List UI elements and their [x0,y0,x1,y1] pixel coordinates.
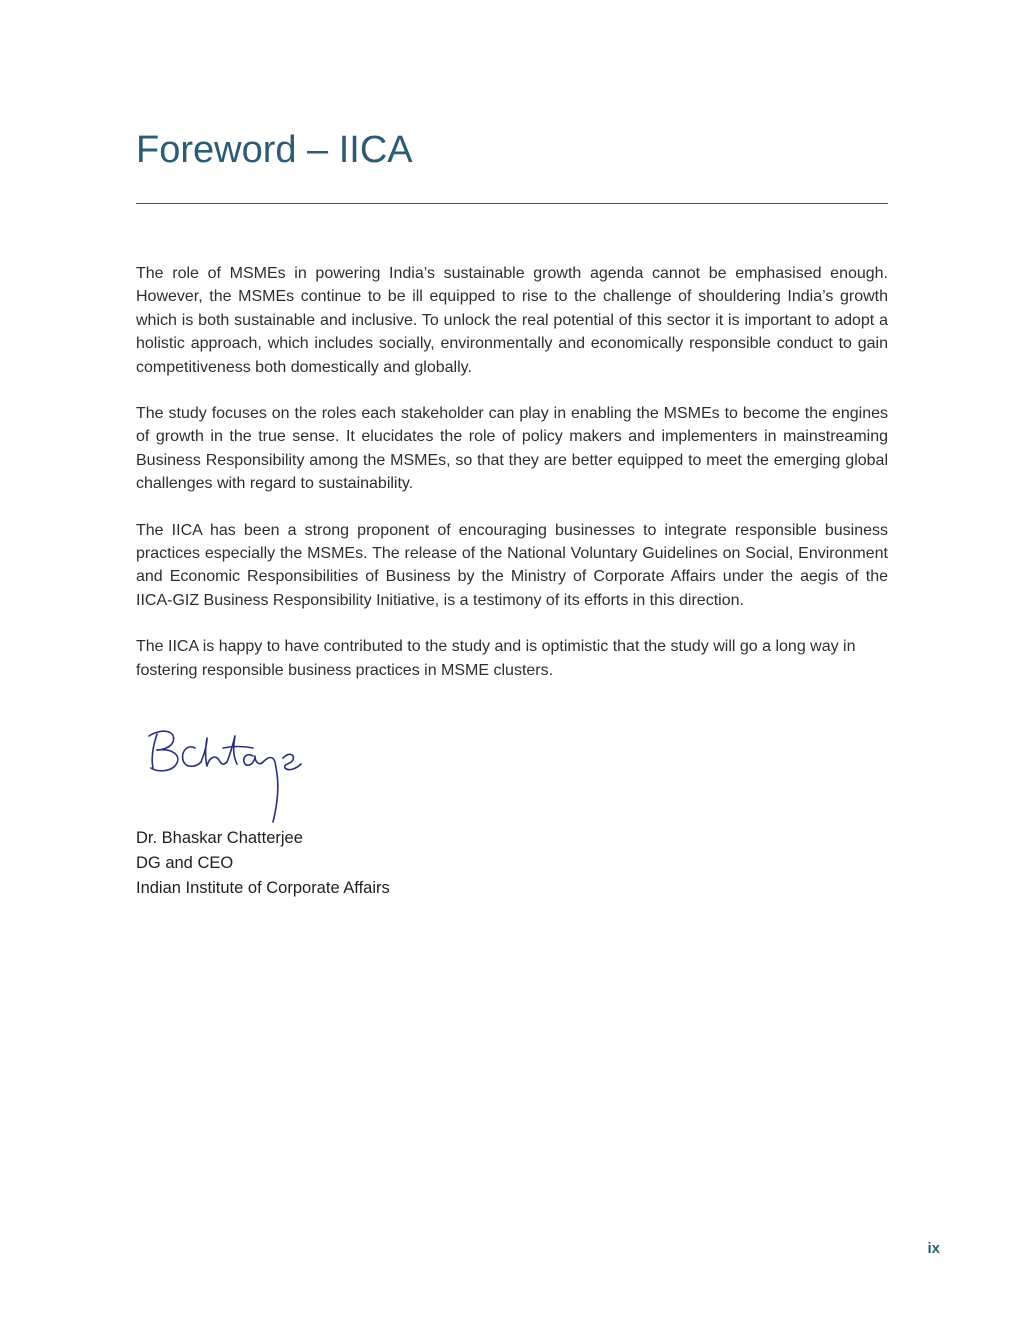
page-number: ix [927,1240,940,1257]
title-divider [136,203,888,204]
signature-icon [143,722,318,827]
foreword-body [136,262,888,705]
paragraph-2: The study focuses on the roles each stakeholder can play in enabling the MSMEs to become the engines of growth in the true sense. It elucidates the role of policy makers and implementers in mainstreaming Business Responsibility among the MSMEs, so that they are better equipped to meet the emerging global challenges with regard to sustainability. [136,405,888,493]
paragraph-4: The IICA is happy to have contributed to the study and is optimistic that the study will go a long way in fostering responsible business practices in MSME clusters. [136,638,856,679]
paragraph-1: The role of MSMEs in powering India’s sustainable growth agenda cannot be emphasised enough. However, the MSMEs continue to be ill equipped to rise to the challenge of shouldering India’s growth which is both sustainable and inclusive. To unlock the real potential of this sector it is important to adopt a holistic approach, which includes socially, environmentally and economically responsible conduct to gain competitiveness both domestically and globally. [136,265,888,376]
signatory-organization: Indian Institute of Corporate Affairs [136,879,390,897]
signatory-name: Dr. Bhaskar Chatterjee [136,829,303,847]
paragraph-3: The IICA has been a strong proponent of encouraging businesses to integrate responsible business practices especially the MSMEs. The release of the National Voluntary Guidelines on Social, Environment and Economic Responsibilities of Business by the Ministry of Corporate Affairs under the aegis of the IICA-GIZ Business Responsibility Initiative, is a testimony of its efforts in this direction. [136,521,888,609]
page-title: Foreword – IICA [136,129,413,171]
signatory-designation: DG and CEO [136,854,234,872]
signatory-block [136,826,636,901]
